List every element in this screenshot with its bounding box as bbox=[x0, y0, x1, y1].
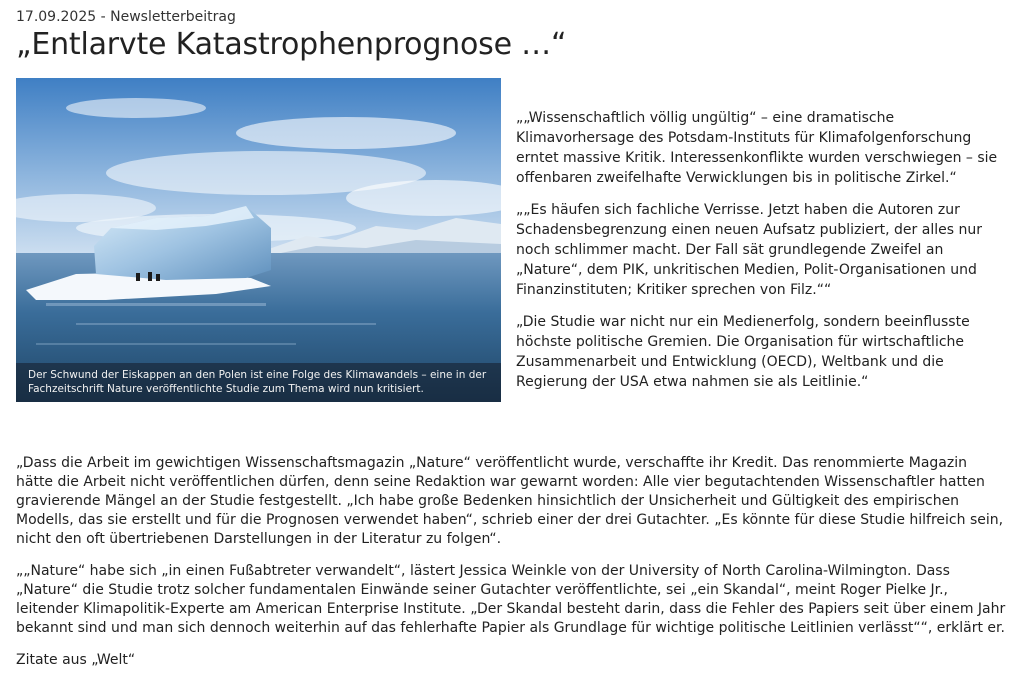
body-paragraph-2: „„Nature“ habe sich „in einen Fußabtreter verwandelt“, lästert Jessica Weinkle von der University of North Carolina-Wilmington. Dass „Nature“ die Studie trotz solcher fundamentalen Einwände seiner Gutachter veröffentlichte, sei „ein Skandal“, meint Roger Pielke Jr., leitender Klimapolitik-Experte am American Enterprise Institute. „Der Skandal besteht darin, dass die Fehler des Papiers seit über einem Jahr bekannt sind und man sich dennoch weiterhin auf das fehlerhafte Papier als Grundlage für wichtige politische Leitlinien verlässt““, erklärt er. bbox=[16, 563, 1006, 636]
lead-quote-3: „Die Studie war nicht nur ein Medienerfolg, sondern beeinflusste höchste politische Gremien. Die Organisation für wirtschaftliche Zusammenarbeit und Entwicklung (OECD), Weltbank und die Regierung der USA etwa nahmen sie als Leitlinie.“ bbox=[516, 314, 970, 390]
lead-quotes bbox=[516, 108, 1001, 404]
article-meta: 17.09.2025 - Newsletterbeitrag bbox=[16, 9, 236, 25]
article bbox=[16, 8, 1006, 668]
article-body bbox=[16, 454, 1006, 683]
body-paragraph-1: „Dass die Arbeit im gewichtigen Wissenschaftsmagazin „Nature“ veröffentlicht wurde, verschaffte ihr Kredit. Das renommierte Magazin hätte die Arbeit nicht veröffentlichen dürfen, denn seine Redaktion war gewarnt worden: Alle vier begutachtenden Wissenschaftler hatten gravierende Mängel an der Studie festgestellt. „Ich habe große Bedenken hinsichtlich der Unsicherheit und Gültigkeit des empirischen Modells, das sie erstellt und für die Prognosen verwendet haben“, schrieb einer der drei Gutachter. „Es könnte für diese Studie hilfreich sein, nicht den oft übertriebenen Darstellungen in der Literatur zu folgen“. bbox=[16, 455, 1004, 547]
article-hero bbox=[16, 78, 1006, 402]
image-caption: Der Schwund der Eiskappen an den Polen ist eine Folge des Klimawandels – eine in der Fachzeitschrift Nature veröffentlichte Studie zum Thema wird nun kritisiert. bbox=[16, 363, 501, 402]
lead-quote-1: „„Wissenschaftlich völlig ungültig“ – eine dramatische Klimavorhersage des Potsdam-Instituts für Klimafolgenforschung erntet massive Kritik. Interessenkonflikte wurden verschwiegen – sie offenbaren zweifelhafte Verwicklungen bis in politische Zirkel.“ bbox=[516, 110, 998, 186]
article-image bbox=[16, 78, 501, 402]
lead-quote-2: „„Es häufen sich fachliche Verrisse. Jetzt haben die Autoren zur Schadensbegrenzung einen neuen Aufsatz publiziert, der alles nur noch schlimmer macht. Der Fall sät grundlegende Zweifel an „Nature“, dem PIK, unkritischen Medien, Polit-Organisationen und Finanzinstituten; Kritiker sprechen von Filz.““ bbox=[516, 202, 982, 298]
article-title: „Entlarvte Katastrophenprognose …“ bbox=[16, 27, 567, 62]
iceberg-photo bbox=[16, 78, 501, 402]
source-note: Zitate aus „Welt“ bbox=[16, 652, 136, 668]
